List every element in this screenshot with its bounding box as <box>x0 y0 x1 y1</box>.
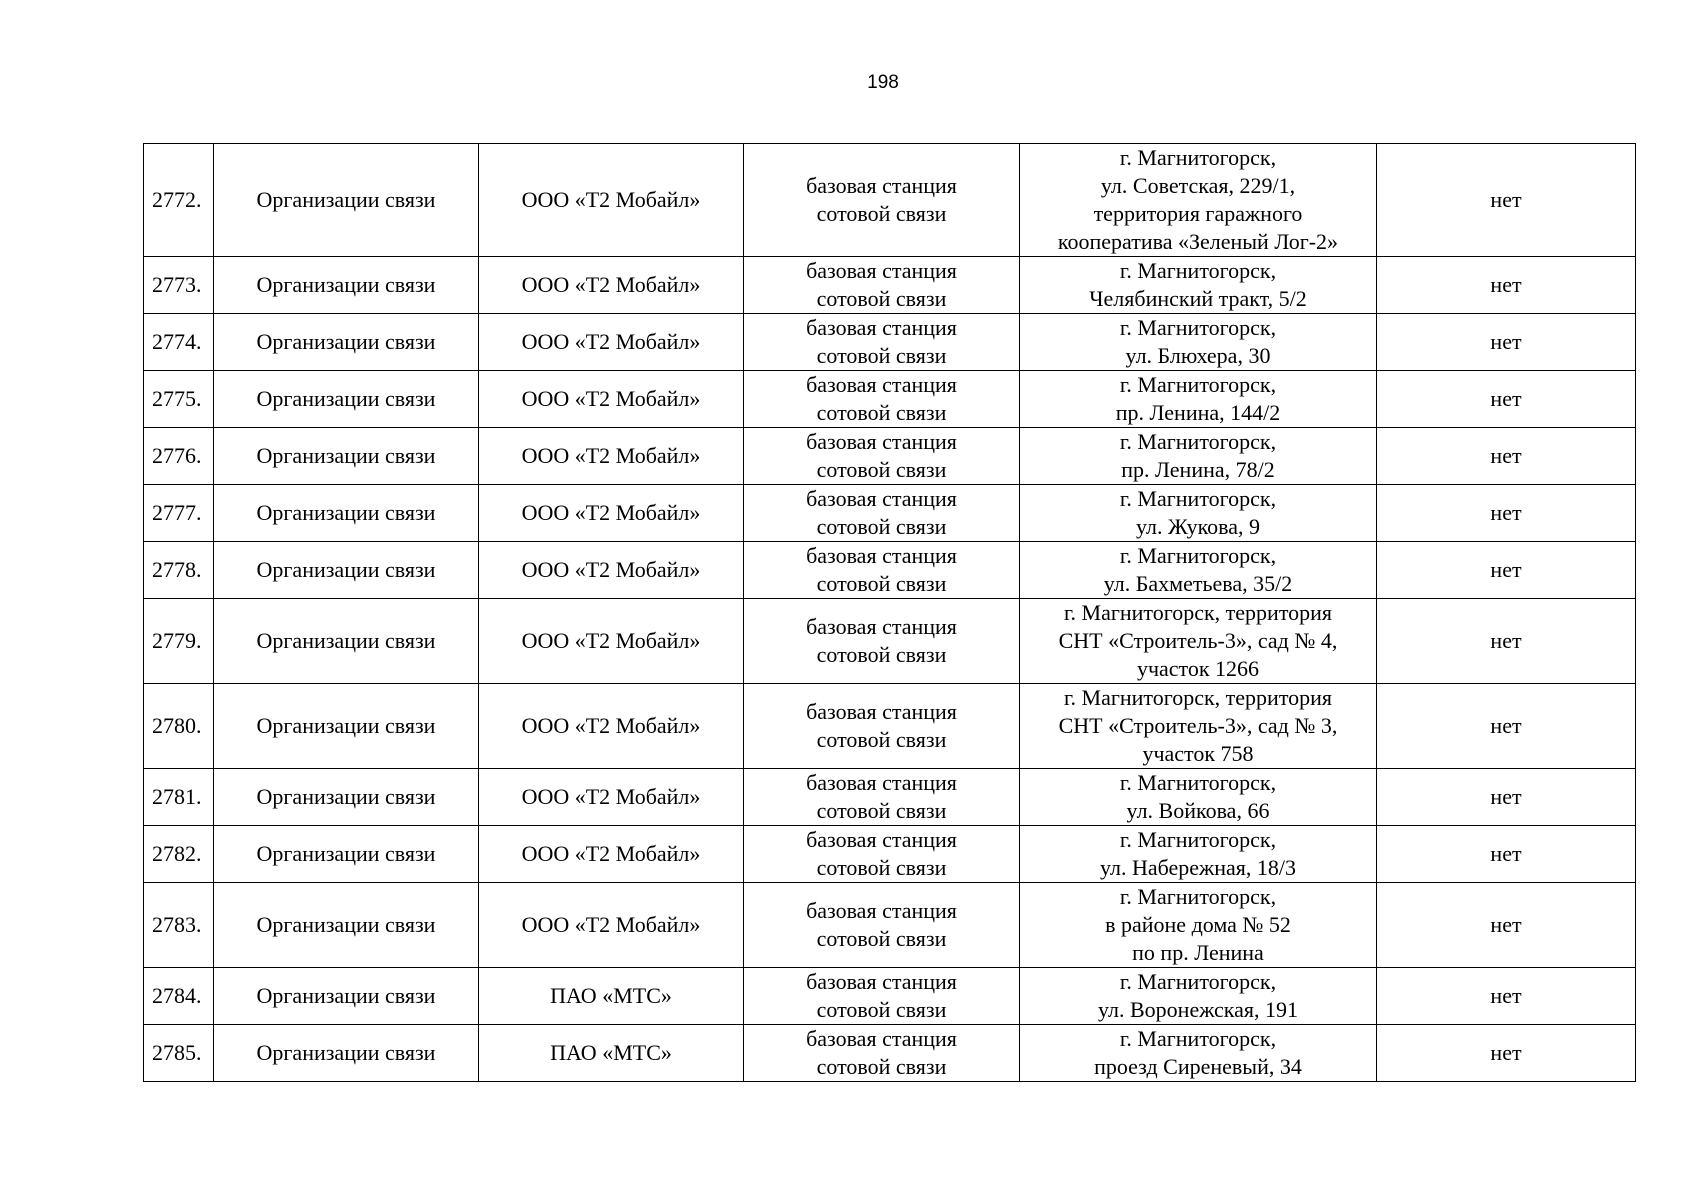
row-number-cell: 2777. <box>144 485 214 542</box>
table-row <box>144 257 1636 314</box>
object-type-cell: базовая станция сотовой связи <box>744 769 1020 826</box>
category-cell: Организации связи <box>214 314 479 371</box>
row-number-cell: 2778. <box>144 542 214 599</box>
table-row <box>144 769 1636 826</box>
address-cell: г. Магнитогорск, ул. Набережная, 18/3 <box>1020 826 1377 883</box>
address-cell: г. Магнитогорск, ул. Бахметьева, 35/2 <box>1020 542 1377 599</box>
organization-cell: ПАО «МТС» <box>479 968 744 1025</box>
row-number-cell: 2779. <box>144 599 214 684</box>
note-cell: нет <box>1377 314 1636 371</box>
organization-cell: ООО «Т2 Мобайл» <box>479 485 744 542</box>
object-type-cell: базовая станция сотовой связи <box>744 144 1020 257</box>
object-type-cell: базовая станция сотовой связи <box>744 314 1020 371</box>
page-number: 198 <box>867 72 899 93</box>
category-cell: Организации связи <box>214 826 479 883</box>
object-type-cell: базовая станция сотовой связи <box>744 826 1020 883</box>
organization-cell: ПАО «МТС» <box>479 1025 744 1082</box>
organization-cell: ООО «Т2 Мобайл» <box>479 883 744 968</box>
organization-cell: ООО «Т2 Мобайл» <box>479 769 744 826</box>
object-type-cell: базовая станция сотовой связи <box>744 599 1020 684</box>
object-type-cell: базовая станция сотовой связи <box>744 485 1020 542</box>
category-cell: Организации связи <box>214 371 479 428</box>
organization-cell: ООО «Т2 Мобайл» <box>479 371 744 428</box>
object-type-cell: базовая станция сотовой связи <box>744 371 1020 428</box>
note-cell: нет <box>1377 485 1636 542</box>
table-row <box>144 314 1636 371</box>
category-cell: Организации связи <box>214 144 479 257</box>
table-row <box>144 968 1636 1025</box>
table-row <box>144 542 1636 599</box>
row-number-cell: 2782. <box>144 826 214 883</box>
category-cell: Организации связи <box>214 542 479 599</box>
note-cell: нет <box>1377 542 1636 599</box>
table-row <box>144 826 1636 883</box>
address-cell: г. Магнитогорск, ул. Блюхера, 30 <box>1020 314 1377 371</box>
address-cell: г. Магнитогорск, пр. Ленина, 144/2 <box>1020 371 1377 428</box>
row-number-cell: 2780. <box>144 684 214 769</box>
row-number-cell: 2785. <box>144 1025 214 1082</box>
category-cell: Организации связи <box>214 257 479 314</box>
organization-cell: ООО «Т2 Мобайл» <box>479 542 744 599</box>
object-type-cell: базовая станция сотовой связи <box>744 428 1020 485</box>
category-cell: Организации связи <box>214 684 479 769</box>
address-cell: г. Магнитогорск, проезд Сиреневый, 34 <box>1020 1025 1377 1082</box>
row-number-cell: 2781. <box>144 769 214 826</box>
note-cell: нет <box>1377 371 1636 428</box>
table-row <box>144 428 1636 485</box>
row-number-cell: 2784. <box>144 968 214 1025</box>
note-cell: нет <box>1377 826 1636 883</box>
category-cell: Организации связи <box>214 883 479 968</box>
object-type-cell: базовая станция сотовой связи <box>744 883 1020 968</box>
table-row <box>144 144 1636 257</box>
category-cell: Организации связи <box>214 1025 479 1082</box>
note-cell: нет <box>1377 428 1636 485</box>
note-cell: нет <box>1377 883 1636 968</box>
organization-cell: ООО «Т2 Мобайл» <box>479 826 744 883</box>
object-type-cell: базовая станция сотовой связи <box>744 1025 1020 1082</box>
row-number-cell: 2776. <box>144 428 214 485</box>
table-row <box>144 684 1636 769</box>
organization-cell: ООО «Т2 Мобайл» <box>479 257 744 314</box>
table-row <box>144 371 1636 428</box>
row-number-cell: 2783. <box>144 883 214 968</box>
object-type-cell: базовая станция сотовой связи <box>744 257 1020 314</box>
note-cell: нет <box>1377 599 1636 684</box>
note-cell: нет <box>1377 769 1636 826</box>
category-cell: Организации связи <box>214 968 479 1025</box>
address-cell: г. Магнитогорск, ул. Советская, 229/1, территория гаражного кооператива «Зеленый Лог-2» <box>1020 144 1377 257</box>
row-number-cell: 2775. <box>144 371 214 428</box>
table-row <box>144 883 1636 968</box>
address-cell: г. Магнитогорск, пр. Ленина, 78/2 <box>1020 428 1377 485</box>
category-cell: Организации связи <box>214 485 479 542</box>
object-type-cell: базовая станция сотовой связи <box>744 542 1020 599</box>
address-cell: г. Магнитогорск, территория СНТ «Строитель-3», сад № 4, участок 1266 <box>1020 599 1377 684</box>
organization-cell: ООО «Т2 Мобайл» <box>479 684 744 769</box>
category-cell: Организации связи <box>214 599 479 684</box>
address-cell: г. Магнитогорск, ул. Жукова, 9 <box>1020 485 1377 542</box>
table-row <box>144 599 1636 684</box>
organization-cell: ООО «Т2 Мобайл» <box>479 428 744 485</box>
address-cell: г. Магнитогорск, в районе дома № 52 по пр. Ленина <box>1020 883 1377 968</box>
address-cell: г. Магнитогорск, территория СНТ «Строитель-3», сад № 3, участок 758 <box>1020 684 1377 769</box>
object-type-cell: базовая станция сотовой связи <box>744 968 1020 1025</box>
row-number-cell: 2772. <box>144 144 214 257</box>
address-cell: г. Магнитогорск, Челябинский тракт, 5/2 <box>1020 257 1377 314</box>
table-row <box>144 485 1636 542</box>
note-cell: нет <box>1377 257 1636 314</box>
table-row <box>144 1025 1636 1082</box>
row-number-cell: 2774. <box>144 314 214 371</box>
note-cell: нет <box>1377 968 1636 1025</box>
category-cell: Организации связи <box>214 769 479 826</box>
category-cell: Организации связи <box>214 428 479 485</box>
note-cell: нет <box>1377 1025 1636 1082</box>
note-cell: нет <box>1377 684 1636 769</box>
objects-table <box>143 143 1636 1082</box>
address-cell: г. Магнитогорск, ул. Войкова, 66 <box>1020 769 1377 826</box>
address-cell: г. Магнитогорск, ул. Воронежская, 191 <box>1020 968 1377 1025</box>
organization-cell: ООО «Т2 Мобайл» <box>479 314 744 371</box>
organization-cell: ООО «Т2 Мобайл» <box>479 599 744 684</box>
note-cell: нет <box>1377 144 1636 257</box>
organization-cell: ООО «Т2 Мобайл» <box>479 144 744 257</box>
object-type-cell: базовая станция сотовой связи <box>744 684 1020 769</box>
row-number-cell: 2773. <box>144 257 214 314</box>
